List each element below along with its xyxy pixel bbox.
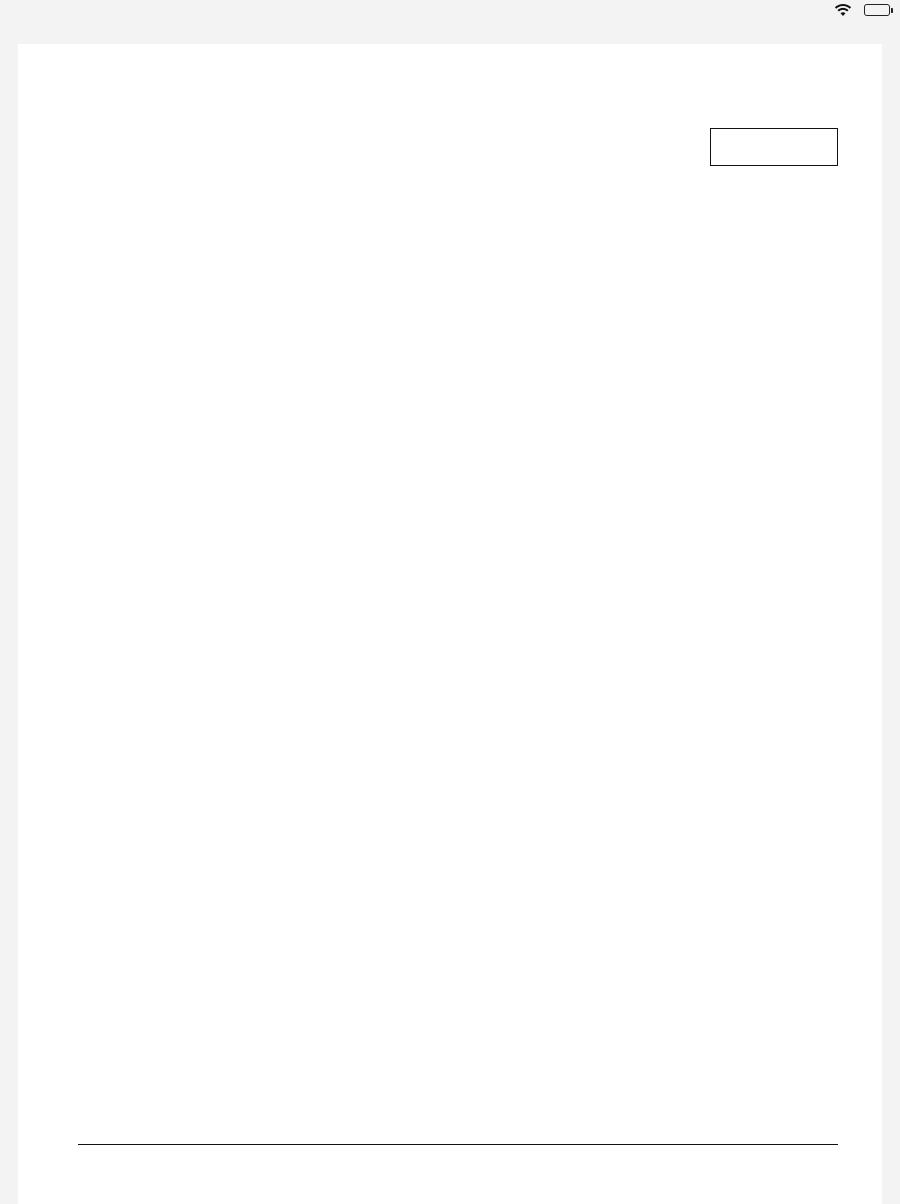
status-right xyxy=(834,3,890,17)
document-page xyxy=(18,44,882,1204)
footer-rule xyxy=(78,1144,838,1145)
battery-icon xyxy=(864,4,890,16)
address-bar[interactable] xyxy=(0,22,900,42)
ministry-box xyxy=(710,128,838,166)
status-bar xyxy=(0,0,900,24)
wifi-icon xyxy=(834,3,852,17)
